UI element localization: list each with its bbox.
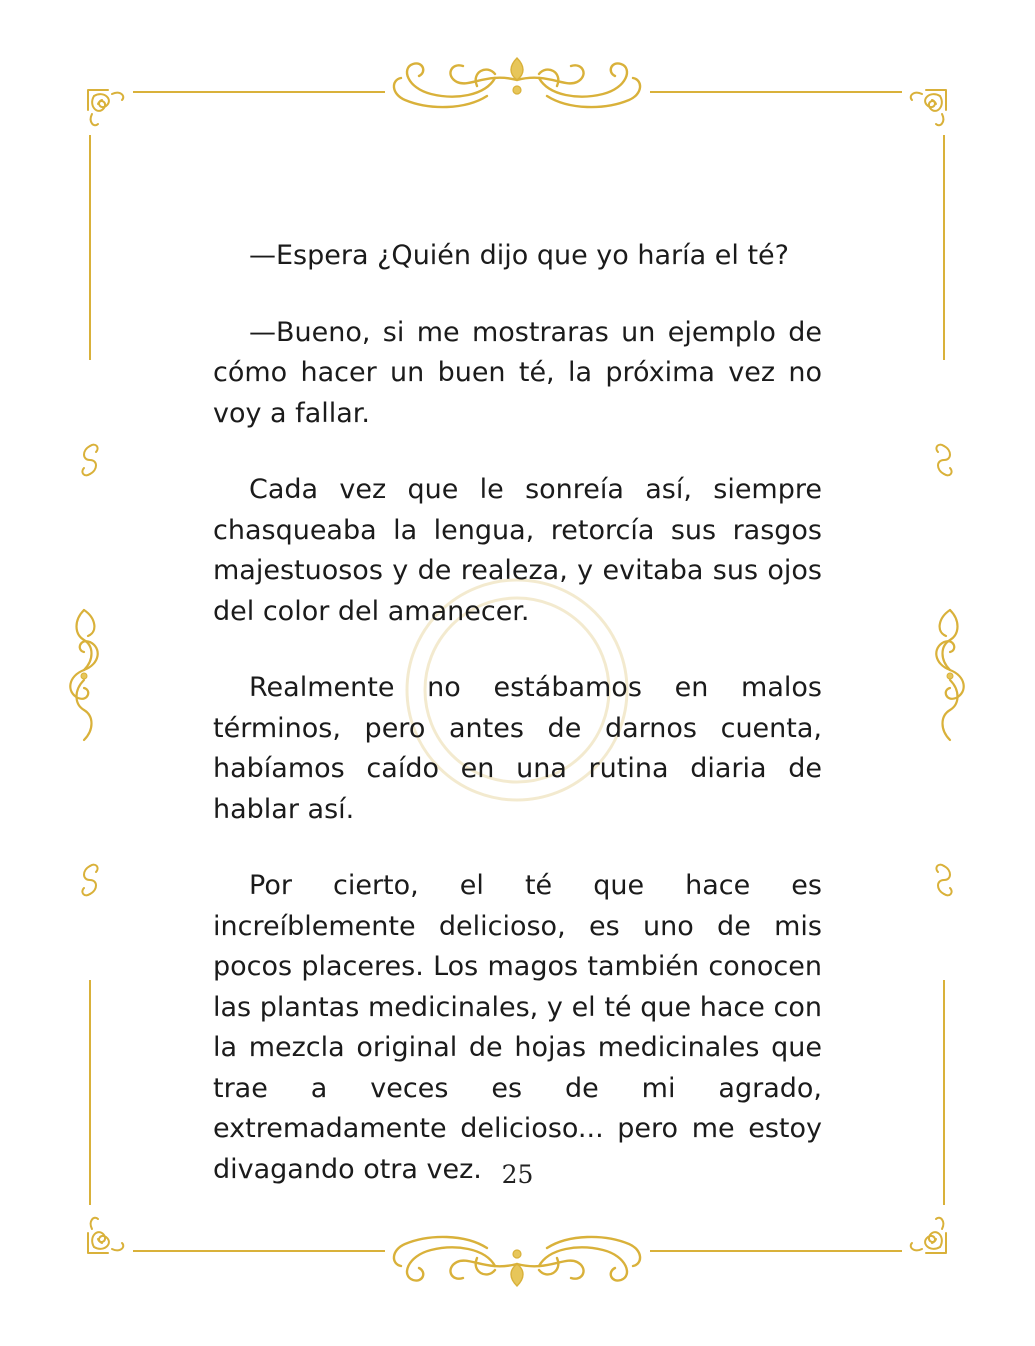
- corner-ornament-top-right: [911, 90, 946, 125]
- page-number: 25: [501, 1160, 534, 1189]
- right-side-ornament-middle: [936, 610, 963, 740]
- paragraph-4: Realmente no estábamos en malos términos, pero antes de darnos cuenta, habíamos caído en una rutina diaria de hablar así.: [213, 672, 822, 825]
- body-text: [213, 236, 822, 1190]
- corner-ornament-bottom-left: [88, 1218, 123, 1253]
- paragraph-2: —Bueno, si me mostraras un ejemplo de cómo hacer un buen té, la próxima vez no voy a fallar.: [213, 316, 822, 429]
- paragraph-5: Por cierto, el té que hace es increíblemente delicioso, es uno de mis pocos placeres. Los magos también conocen las plantas medicinales, y el té que hace con la mezcla original de hojas medicinales que trae a veces es de mi agrado, extremadamente delicioso... pero me estoy divagando otra vez.: [213, 870, 822, 1185]
- right-side-ornament-top: [936, 445, 951, 476]
- right-side-ornament-bottom: [936, 865, 951, 896]
- corner-ornament-top-left: [88, 90, 123, 125]
- top-center-ornament: [394, 58, 640, 107]
- left-side-ornament-middle: [70, 610, 97, 740]
- bottom-center-ornament: [394, 1237, 640, 1286]
- left-side-ornament-top: [82, 445, 97, 476]
- paragraph-1: —Espera ¿Quién dijo que yo haría el té?: [249, 240, 789, 271]
- left-side-ornament-bottom: [82, 865, 97, 896]
- corner-ornament-bottom-right: [911, 1218, 946, 1253]
- paragraph-3: Cada vez que le sonreía así, siempre chasqueaba la lengua, retorcía sus rasgos majestuosos y de realeza, y evitaba sus ojos del color del amanecer.: [213, 474, 822, 627]
